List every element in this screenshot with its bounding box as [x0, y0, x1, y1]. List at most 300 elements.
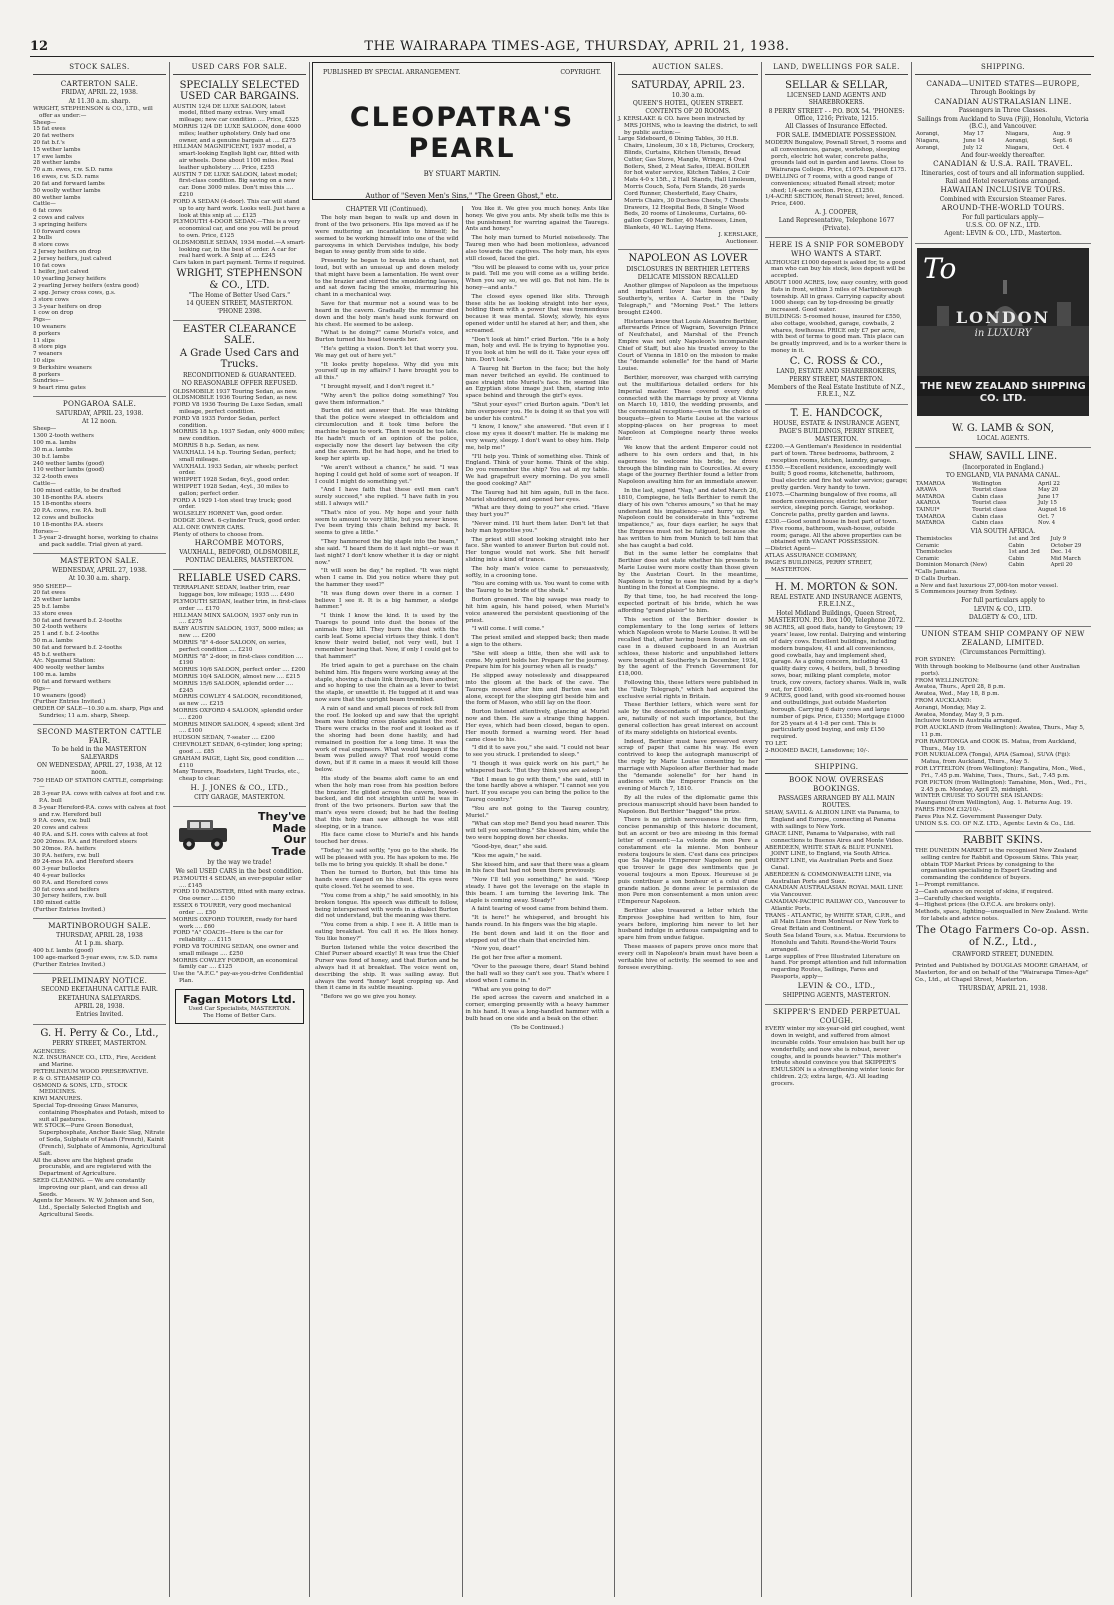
list-item: 45 b.f. wethers — [33, 651, 76, 658]
table-cell: Cabin — [1008, 542, 1025, 549]
list-item: 10 weaners (good) — [33, 692, 86, 699]
specially-selected-advert — [173, 77, 306, 321]
advert-title: CANADA—UNITED STATES—EUROPE, — [926, 78, 1080, 88]
column-header: STOCK SALES. — [33, 62, 166, 75]
sale-sub: To be held in the MASTERTON SALEYARDS — [52, 746, 147, 761]
list-item: MORRIS MINOR SALOON, 4 speed; silent 3rd .... £100 — [173, 721, 305, 735]
table-cell: Tourist class — [972, 500, 1007, 507]
list-item: 100 age-marked 5-year ewes, r.w. S.D. rams — [33, 955, 158, 962]
dealer-address: 14 QUEEN STREET, MASTERTON. 'PHONE 2398. — [186, 300, 293, 315]
list-item: 3 3-year heifers on drop — [33, 303, 102, 310]
auction-lines — [618, 116, 758, 232]
table-cell: ARAWA — [916, 487, 937, 494]
dealer-sub: Used Car Specialists, MASTERTON. — [188, 1006, 291, 1013]
story-paragraphs — [315, 215, 459, 1001]
table-cell: MATAROA — [916, 520, 945, 527]
list-item: 750 HEAD OF STATION CATTLE, comprising:— — [33, 777, 164, 791]
table-cell: Oct. 7 — [1037, 513, 1055, 520]
table-cell: June 17 — [1037, 493, 1059, 500]
advert-tagline: in LUXURY — [974, 327, 1032, 339]
list-item: 9 Berkshire weaners — [33, 364, 92, 371]
agent-sub: LAND, ESTATE AND SHAREBROKERS, PERRY STREET, MASTERTON. — [776, 368, 897, 383]
paragraph: Burton groaned. The big savage was ready to hit him again, his hand poised, when Muriel's voice answered the persistent questioning of the priest. — [465, 597, 609, 624]
list-item: 10 18-months P.A. steers — [33, 521, 103, 528]
list-item: 11 slips — [33, 337, 55, 344]
advert-lines — [765, 1026, 908, 1087]
perry-advert — [33, 1025, 166, 1223]
handcock-advert — [765, 405, 908, 579]
list-item: 10 slips — [33, 358, 55, 364]
paragraph: "Don't look at him!" cried Burton. "He is a holy man, holy and evil. He is trying to hypnotise you. If you look at him he will do it. Take your eyes off him. Don't look." — [465, 336, 609, 364]
car-icon — [173, 814, 233, 854]
napoleon-article — [618, 250, 758, 977]
list-item: 30 fat cows and heifers — [33, 886, 100, 893]
list-item: AUSTIN 12/4 DE LUXE SALOON, latest model, fitted many extras. Very small mileage; new car condition .... Price, £325 — [173, 103, 300, 124]
sale-date: FRIDAY, APRIL 22, 1938. — [61, 89, 138, 97]
paragraph: These masses of papers prove once more that every cell in Napoleon's brain must have been a veritable hive of activity. He seemed to see and foresee everything. — [618, 944, 758, 971]
sailing-table — [915, 131, 1091, 151]
paragraph: Historians know that Louis Alexandre Berthier, afterwards Prince of Wagram, Sovereign Prince of Neufchatel, and Marshal of the French Empire was not only Napoleon's incomparable Chief of Staff, but also his trusted envoy to the Court of Vienna in 1810 on the mission to make the "demande solenelle" for the hand of Marie Louise. — [618, 318, 758, 373]
list-item: 1 heifer, just calved — [33, 269, 89, 276]
list-item: Cars taken in part payment. Terms if required. — [173, 260, 306, 267]
table-cell: Cabin — [1008, 562, 1025, 569]
table-cell: July 12 — [963, 144, 983, 151]
list-item: MORRIS 10/4 SALOON, almost new .... £215 — [173, 673, 301, 680]
list-item: AGENCIES: — [33, 1048, 67, 1055]
paragraph: "I brought myself, and I don't regret it." — [321, 384, 435, 390]
list-item: Many Tourers, Roadsters, Light Trucks, etc., cheap to clear. — [173, 769, 300, 783]
list-item: 2 Jersey heifers, just calved — [33, 255, 112, 262]
list-item: Pigs— — [33, 685, 51, 692]
list-item: 15 18-months steers — [33, 501, 91, 508]
list-item: PAGE'S BUILDINGS, PERRY STREET, MASTERTON. — [765, 559, 873, 573]
list-item: OLDSMOBILE 1936 Touring Sedan, as new. — [173, 395, 298, 402]
advert-note: RECONDITIONED & GUARANTEED. — [182, 371, 297, 379]
list-item: Horses— — [33, 528, 59, 535]
table-row — [915, 494, 1091, 501]
list-item: 1/4-ACRE SECTION, Renall Street; level, fenced. Price, £400. — [765, 194, 904, 208]
list-item: 20 cows and calves — [33, 825, 88, 832]
paragraph: The holy man began to walk up and down in front of the two prisoners. His lips moved as if he were muttering an incantation to himself; he seemed to be working himself into one of the wild paroxysms in which Dervishes indulge, his body began to sway gently from side to side. — [315, 215, 459, 256]
paragraph: "He's getting a vision. Don't let that worry you. We may get out of here yet." — [315, 345, 459, 359]
newspaper-title: THE WAIRARAPA TIMES-AGE, THURSDAY, APRIL 21, 1938. — [364, 38, 790, 54]
paragraph: A rain of sand and small pieces of rock fell from the roof. He looked up and saw that the upright beam was holding cross planks against the roof. There were cracks in the roof and it looked as if the shoring had been done hastily, and had remained in position for a long time. It was the work of real engineers. What would happen if the beam was pulled away? That roof would come down, but if it came in a mass it would kill those below. — [315, 705, 459, 774]
fagan-logo — [175, 989, 304, 1024]
paragraph: Following this, these letters were published in the "Daily Telegraph," which had acquired the exclusive serial rights in Britain. — [618, 680, 758, 700]
list-item: 240 wether lambs (good) — [33, 460, 105, 467]
list-item: FORD A 1929 1-ton steel tray truck; good order. — [173, 497, 292, 511]
table-row — [915, 138, 1091, 145]
shipping-company: THE NEW ZEALAND SHIPPING CO. LTD. — [920, 381, 1086, 405]
list-item: 2 Jersey heifers on drop — [33, 249, 102, 255]
list-item: WHIPPET 1928 Sedan, 4cyl., 30 miles to gallon; perfect order. — [173, 483, 289, 497]
list-item: 60 P.A. and Hereford cows — [33, 879, 108, 886]
list-item: 20 P.A. cows, r.w. P.A. bull — [33, 508, 106, 515]
list-item: £2200.—A Gentleman's Residence in residential part of town. Three bedrooms, bathroom, 2 reception rooms, kitchen, laundry, garage. — [765, 444, 902, 464]
list-item: 8 store pigs — [33, 344, 67, 351]
table-cell: AKAROA — [916, 500, 940, 507]
list-item: 20 fat wethers — [33, 133, 75, 140]
list-item: WRIGHT, STEPHENSON & CO., LTD., will offer as under:— — [33, 105, 153, 119]
dealer-name: H. J. JONES & CO., LTD., — [190, 782, 289, 792]
dealer-slogan: "The Home of Better Used Cars." — [188, 292, 291, 300]
column-land-dwellings — [762, 62, 912, 1597]
table-cell: 1st and 3rd — [1008, 536, 1040, 543]
apply-line: For full particulars apply to — [961, 597, 1045, 605]
list-item: 6 fat cows — [33, 208, 62, 215]
made-line: Trade — [271, 844, 306, 858]
column-header: LAND, DWELLINGS FOR SALE. — [765, 62, 908, 75]
table-cell: Niagara, — [916, 137, 940, 144]
table-row — [915, 549, 1091, 556]
notice-line: EKETAHUNA SALEYARDS. — [58, 994, 141, 1002]
article-subhead: DISCLOSURES IN BERTHIER LETTERS — [626, 265, 750, 273]
list-item: 2 yearling Jersey heifers (extra good) — [33, 283, 139, 290]
list-item: ALTHOUGH £1000 deposit is asked for, to a good man who can buy his stock, less deposit will be accepted. — [765, 259, 906, 280]
table-cell: Tourist class — [972, 487, 1007, 494]
car-list — [173, 876, 306, 985]
sale-time: At 1 p.m. sharp. — [75, 939, 124, 947]
table-row — [915, 131, 1091, 138]
paragraph: Save for that murmur not a sound was to be heard in the cavern. Gradually the murmur died down and the holy man's head sunk forward on his chest. He seemed to be asleep. — [315, 301, 459, 328]
list-item: CHEVROLET SEDAN, 6-cylinder, long spring; good .... £85 — [173, 742, 303, 755]
list-item: £1075.—Charming bungalow of five rooms, all modern conveniences; electric hot water service, sleeping porch. Garage, workshop. Concrete paths, pretty garden and lawns. — [765, 491, 897, 519]
paragraph: "I think I know the kind. It is used by the Tuaregs to pound into dust the bones of the animals they kill. They burn the dust with the carib leaf. Some special virtues they think. I don't know their weird belief, not very well, but I remember hearing that. Now, if only I could get to that hammer!" — [315, 613, 459, 661]
dealer-sub: CITY GARAGE, MASTERTON. — [194, 793, 285, 801]
list-item: 28 wether lambs — [33, 160, 81, 167]
list-item: WE STOCK—Pure Green Bonedust, Superphosphate, Anchor Basic Slag, Nitrate of Soda, Sulphate of Potash (French), Kainit (French), Sulphate of Ammonia, Agricultural Salt. — [33, 1123, 166, 1157]
apply-line: DALGETY & CO., LTD. — [968, 613, 1038, 621]
list-item: South Sea Island Tours, s.s. Matua. Excursions to Honolulu and Tahiti. Round-the-World Tours arranged. — [765, 933, 906, 953]
list-item: FOR AUCKLAND (from Wellington): Awatea, Thurs., May 5, 11 p.m. — [915, 725, 1085, 739]
paragraph: Presently he began to break into a chant, not loud, but with an unusual up and down melody that might have been a lamentation. He went over to the brazier and stirred the smouldering leaves, and sat down facing the smoke, murmuring his chant in a mechanical way. — [315, 258, 459, 299]
list-item: FOR RAROTONGA and COOK IS. Matua, from Auckland, Thurs., May 19. — [915, 738, 1077, 752]
list-item: Pigs— — [33, 317, 51, 324]
paragraph: He tried again to get a purchase on the chain behind him. His fingers were working away at the staple, shoving a chain link through, then another, and so hoping to use the chain as a lever to twist the staple, or unsettle it. He tugged at it and was now sure that the upright beam trembled. — [315, 662, 459, 703]
paragraph: "And I have faith that these evil men can't surely succeed," she replied. "I have faith in you still. I always will." — [315, 487, 459, 507]
paragraph: "You come from a ship," he said smoothly, in his broken tongue. His speech was difficult to follow, being interspersed with words in a dialect Burton did not understand, but the meaning was there. — [315, 892, 459, 920]
column-header: SHIPPING. — [915, 62, 1091, 75]
list-item: SEED CLEANING. — We are constantly improving our plant, and can dress all Seeds. — [33, 1177, 148, 1198]
advert-lines — [915, 848, 1091, 923]
lamb-advert — [915, 420, 1091, 449]
list-item: 60 fat and forward wethers — [33, 678, 111, 685]
table-row — [915, 481, 1091, 488]
for-sale-heading: FOR SALE. IMMEDIATE POSSESSION. — [776, 131, 897, 139]
story-column-right — [463, 206, 613, 1597]
list-item: Cattle— — [33, 480, 56, 487]
list-item: 2 bulls — [33, 235, 52, 242]
masterton-sale — [33, 554, 166, 725]
list-item: 20 fat and forward lambs — [33, 180, 105, 187]
list-item: 100 mixed cattle, to be drafted — [33, 487, 121, 494]
list-item: 2 spg. Jersey cross cows, g.s. — [33, 289, 116, 296]
serial-story-body — [312, 206, 612, 1597]
list-item: Awatea, Thurs., April 28, 8 p.m. — [915, 684, 1006, 691]
story-column-left — [312, 206, 463, 1597]
skipper-advert — [765, 1005, 908, 1092]
paragraph: "It was flung down over there in a corner. I believe I see it. It is a big hammer, a sledge hammer." — [315, 590, 459, 611]
sale-lots — [33, 584, 166, 720]
table-cell: Cabin class — [972, 520, 1004, 527]
table-cell: July 9 — [1050, 536, 1067, 543]
paragraph: He slipped away noiselessly and disappeared into the gloom at the back of the cave. The Tauregs moved after him and Burton was left alone, except for the sleeping girl beside him and the form of Mason, who still lay on the floor. — [465, 673, 609, 707]
section-header: SHIPPING. — [765, 762, 908, 775]
column-used-cars — [170, 62, 310, 1597]
paragraph: "She will sleep a little, then she will ask to come. My spirit holds her. Prepare for the journey. Prepare him for his journey when all is ready." — [465, 650, 609, 671]
agent-name: W. G. LAMB & SON, — [952, 422, 1054, 434]
list-item: FORD A SEDAN (4-door). This car will stand up to any hard work. Looks well. Just have a look at this snip at .... £125 — [173, 198, 305, 219]
paragraph: The priest smiled and stepped back; then made a sign to the others. — [465, 635, 609, 648]
list-item: 15 fat ewes — [33, 126, 66, 133]
list-item: AUSTIN 7 DE LUXE SALOON, latest model; first-class condition. Big saving on a new car. Done 3000 miles. Don't miss this .... £210 — [173, 171, 298, 199]
paragraph: "I'll help you. Think of something else. Think of England. Think of your home. Think of the ship. Do you remember the ship? You sat at my table. We had grapefruit every morning. Do you smell the good cooking? Ah!" — [465, 453, 609, 487]
paragraph: By all the rules of the diplomatic game this precious manuscript should have been handed to Napoleon. But Berthier "bagged" the prize. — [618, 795, 758, 815]
list-item: 98 ACRES, all good flats, handy to Greytown; 19 years' lease, low rental. Dairying and wintering of dairy cows. Excellent buildings, including modern bungalow, 41 and all conveniences, good cowbails, hay and implement shed, garage. As a going concern, including 43 quality dairy cows, 4 heifers, bull, 5 breeding sows, boar, milking plant complete, motor truck, cow covers, factory shares. Walk in, walk out, for £1000. — [765, 625, 907, 693]
shaw-savill-advert — [915, 448, 1091, 627]
list-item: 1 cow on drop — [33, 310, 74, 317]
list-item: 60 3-year bullocks — [33, 866, 86, 873]
table-row — [915, 543, 1091, 550]
page-number: 12 — [30, 38, 49, 54]
line-sub: (Incorporated in England.) — [962, 463, 1044, 471]
agent-sub: REAL ESTATE AND INSURANCE AGENTS, F.R.E.I.N.Z., — [770, 594, 903, 609]
paragraph: "Now you, dear!" — [471, 946, 521, 953]
story-author-note: Author of "Seven Men's Sins," "The Green Ghost," etc. — [365, 192, 559, 200]
list-item: VAUXHALL 1933 Sedan, air wheels; perfect order. — [173, 463, 298, 477]
paragraph: "Kiss me again," he said. — [471, 852, 542, 859]
list-item: 2 cows and calves — [33, 214, 85, 221]
list-item: 100 m.a. lambs — [33, 672, 77, 679]
list-item: HILLMAN MINX SALOON, 1937 only run in .... £275 — [173, 612, 299, 626]
chapter-heading: CHAPTER VII (Continued). — [345, 206, 428, 213]
list-item: Awatea, Monday, May 9, 5 p.m. — [915, 711, 1004, 718]
made-our-trade-advert — [173, 807, 306, 1032]
sale-lots — [33, 778, 166, 914]
table-cell: Aorangi, — [1005, 137, 1029, 144]
list-item: HUDSON SEDAN, 7-seater .... £200 — [173, 735, 275, 742]
paragraph: "It is here!" he whispered, and brought his hands round. In his fingers was the big staple. — [465, 915, 609, 928]
list-item: ATLAS ASSURANCE COMPANY, — [765, 553, 857, 560]
list-item: Large Sideboard, 6 Dining Tables, 30 H.B. Chairs, Linoleum, 30 x 18, Pictures, Crockery, Blinds, Curtains, Kitchen Utensils, Bread Cutter, Gas Stove, Mangle, Wringer, 4 Oval Boilers, Shed, 2 Meat Safes, IDEAL BOILER for hot water service, Kitchen Tables, 2 Coir Mats 4-0 x 15ft., 2 Hall Stands, Hall Linoleum, Morris Couch, Sofa, Fern Stands, 26 yards Cord Runner, Chesterfield, Easy Chairs, Morris Chairs, 30 Duchess Chests, 7 Chests Drawers, 12 Hospital Beds, 8 Single Wood Beds, 20 rooms of Linoleums, Curtains, 60-gallon Copper Boiler, 40 Mattresses, Linen, Blankets, 40 W.L. Laying Hens. — [618, 136, 757, 231]
list-item: 25 1 and f. b.f. 2-tooths — [33, 631, 99, 638]
list-item: ABERDEEN, WHITE STAR & BLUE FUNNEL JOINT LINE, to England, via South Africa. — [765, 844, 893, 858]
table-row — [915, 145, 1091, 152]
list-item: 2—Cash advance on receipt of skins, if required. — [915, 888, 1054, 895]
list-item: Awatea, Wed., May 18, 8 p.m. — [915, 691, 1000, 698]
table-cell: Niagara, — [1005, 131, 1030, 138]
list-item: Special Top-dressing Grass Manures, containing Phosphates and Potash, mixed to suit all pastures. — [33, 1103, 165, 1123]
list-item: 400 b.f. lambs (good) — [33, 948, 94, 955]
list-item: (Further Entries Invited.) — [33, 699, 106, 706]
list-item: MORRIS COWLEY 4 SALOON, reconditioned, as new .... £215 — [173, 694, 303, 708]
list-item: 50 woolly wether lambs — [33, 187, 101, 194]
advert-note: NO REASONABLE OFFER REFUSED. — [181, 380, 298, 388]
table-cell: Nov. 4 — [1037, 520, 1056, 527]
footnote: *Calls Jamaica. — [915, 569, 958, 576]
table-row — [915, 507, 1091, 514]
preliminary-notice — [33, 974, 166, 1025]
table-cell: Cabin class — [972, 493, 1004, 500]
list-item: OSMOND & SONS, LTD., STOCK MEDICINES. — [33, 1082, 128, 1096]
list-item: MODERN Bungalow, Pownall Street, 5 rooms and all conveniences, garage, workshop, sleeping porch, electric hot water, concrete paths, grounds laid out in garden and lawns. Close to Wairarapa College. Price, £1075. Deposit £175. — [765, 139, 907, 174]
list-item: 50 m.a. lambs — [33, 638, 73, 644]
list-item: SHAW, SAVILL & ALBION LINE via Panama, to England and Europe, connecting at Panama with sailings to New York. — [765, 810, 900, 831]
paragraph: Burton listened attentively, glancing at Muriel now and then. He saw a strange thing happen. Her eyes, which had been closed, began to open. Her mouth formed a warning word. Her head came close to his. — [465, 709, 609, 743]
advert-lines — [33, 1049, 166, 1219]
list-item: WHIPPET 1928 Sedan, 6cyl., good order. — [173, 477, 290, 484]
list-item: THE DUNEDIN MARKET is the recognised New Zealand selling centre for Rabbit and Opossum Skins. This year, obtain TOP Market Prices by consigning to the organisation specialising in Expert Grading and commanding the confidence of buyers. — [915, 847, 1079, 882]
table-cell: April 20 — [1050, 562, 1073, 569]
list-item: 10 weaners — [33, 323, 66, 330]
table-cell: 1st and 3rd — [1008, 549, 1040, 556]
table-cell: August 16 — [1037, 506, 1066, 513]
sailing-table — [915, 536, 1091, 569]
table-cell: Ceramic — [916, 555, 939, 562]
paragraph: Berthier, moreover, was charged with carrying out the multifarious detailed orders for his Imperial master. These covered every duty connected with the marriage by proxy at Vienna on March 10, 1810, the wedding presents, and the ceremonial receptions—even to the choice of bouquets—given to Marie Louise at the various stopping-places on her progress to meet Napoleon at Compiegne nearly three weeks later. — [618, 375, 758, 443]
paragraph: "They hammered the big staple into the beam," she said. "I heard them do it last night—or was it last night? I don't know whether it is day or night now." — [315, 539, 459, 566]
paragraph: "That's nice of you. My hope and your faith seem to amount to very little, but you never know. I've been trying this chain behind my back. It seems to give a little." — [315, 509, 459, 537]
table-cell: Cabin class — [972, 513, 1004, 520]
paragraph: "It looks pretty hopeless. Why did you mix yourself up in my affairs? I have brought you to all this." — [315, 361, 459, 382]
list-item: 8 porkers — [33, 371, 61, 378]
route-list — [765, 810, 908, 980]
list-item: 12 cows and bullocks — [33, 515, 94, 522]
paragraph: Then he turned to Burton, but this time his hands were clasped on his chest. His eyes were quite closed. Yet he seemed to see. — [315, 870, 459, 891]
list-item: FOR SYDNEY: — [915, 657, 956, 664]
list-item: 30 P.A. heifers, r.w. bull — [33, 852, 100, 859]
dealer-name: WRIGHT, STEPHENSON & CO., LTD. — [176, 268, 303, 291]
list-item: TRANS - ATLANTIC, by WHITE STAR, C.P.R., and all Main Lines from Montreal or New York to Great Britain and Continent. — [765, 912, 906, 933]
list-item: 30 b.f. lambs — [33, 453, 70, 460]
list-item: 50 2-tooth wethers — [33, 624, 87, 631]
paragraph: "It will soon be day," he replied. "It was night when I came in. Did you notice where they put the hammer they used?" — [315, 568, 459, 588]
paragraph: Berthier also treasured a letter which the Empress Josephine had written to him, four years before, imploring him never to let her husband indulge in arduous campaigning and to spare him from undue fatigue. — [618, 908, 758, 942]
masthead — [30, 36, 1094, 57]
paragraph: His study of the beams aloft came to an end when the holy man rose from his position before the brazier. He glided across the cavern, bowed-backed, and did not straighten until he was in front of the two prisoners. Burton saw that the man's eyes were closed; but he had the feeling that this holy man saw although he was still sleeping, or in a trance. — [315, 775, 459, 830]
list-item: 15 wether lambs — [33, 146, 81, 153]
reliable-used-cars-advert — [173, 570, 306, 807]
list-item: 110 wether lambs (good) — [33, 467, 105, 474]
paragraph: "Shut your eyes!" cried Burton again. "Don't let him overpower you. He is doing it so that you will be under his control." — [465, 401, 609, 422]
list-item: 100 m.a. lambs — [33, 440, 77, 447]
list-item: 50 20mos. P.A. heifers — [33, 845, 96, 852]
martinborough-sale — [33, 919, 166, 974]
table-cell: MATAROA — [916, 493, 945, 500]
agent-name: SELLAR & SELLAR, — [785, 79, 888, 91]
list-item: DWELLING of 7 rooms, with a good range of conveniences; situated Renall street; motor shed; 1/4-acre section. Price, £1250. — [765, 173, 895, 194]
dealer-sub: The Home of Better Cars. — [203, 1013, 276, 1020]
advert-sub: by the way we trade! — [207, 859, 272, 867]
list-item: 80 wether lambs — [33, 194, 81, 201]
company-name: G. H. Perry & Co., Ltd., — [40, 1027, 159, 1039]
sale-lots — [33, 948, 166, 968]
london-luxury-advert — [917, 248, 1089, 416]
agent-address: Hotel Midland Buildings, Queen Street, MASTERTON. P.O. Box 100, Telephone 2072. — [767, 609, 906, 624]
company-address: CRAWFORD STREET, DUNEDIN. — [952, 951, 1054, 959]
paragraph: He bent down and laid it on the floor and stepped out of the chain that encircled him. — [465, 930, 609, 944]
pongaroa-sale — [33, 397, 166, 554]
auction-venue: QUEEN'S HOTEL, QUEEN STREET. CONTENTS OF 20 ROOMS. — [632, 100, 744, 115]
paragraph: "Why aren't the police doing something? You gave them information." — [315, 392, 459, 406]
paragraph: "Good-bye, dear," she said. — [471, 843, 548, 850]
paragraph: Indeed, Berthier must have preserved every scrap of paper that came his way. He even contrived to keep the autograph manuscript of the reply by Marie Louise consenting to her marriage with Napoleon after Berthier had made the "demande solenelle" for her hand in audience with the Emperor Francis on the evening of March 7, 1810. — [618, 738, 758, 793]
list-item: (Further Entries Invited.) — [33, 907, 106, 913]
list-item: FORD 10 ROADSTER, fitted with many extras. One owner .... £150 — [173, 889, 306, 903]
list-item: WOLSELEY HORNET Van, good order. — [173, 511, 283, 518]
car-list — [173, 585, 306, 783]
sale-date: ON WEDNESDAY, APRIL 27, 1938, At 12 noon. — [37, 761, 162, 777]
apply-line: U.S.S. CO. OF N.Z., LTD. — [965, 222, 1041, 230]
rail-title: CANADIAN & U.S.A. RAIL TRAVEL. — [933, 159, 1073, 169]
hawaii-sub: Combined with Excursion Steamer Fares. — [939, 195, 1067, 203]
list-item: 4—Highest prices (the O.F.C.A. are brokers only). — [915, 902, 1056, 909]
list-item: 2-ROOMED BACH, Lansdowne; 10/-. — [765, 747, 870, 754]
company-name: The Otago Farmers Co-op. Assn. of N.Z., Ltd., — [916, 924, 1090, 949]
list-item: MORRIS 15/6 SALOON, splendid order .... £245 — [173, 680, 294, 694]
advert-title: SKIPPER'S ENDED PERPETUAL COUGH. — [773, 1006, 900, 1025]
second-cattle-fair — [33, 725, 166, 919]
list-item: PETERLINEUM WOOD PRESERVATIVE. — [33, 1068, 149, 1075]
list-item: 25 b.f. lambs — [33, 603, 70, 610]
list-item: 50 fat and forward b.f. 2-tooths — [33, 644, 122, 651]
list-item: 8 store cows — [33, 242, 69, 249]
footnote: D Calls Durban. — [915, 575, 961, 582]
table-row — [915, 520, 1091, 527]
list-item: BUILDINGS: 5-roomed house, insured for £550, also cottage, woolshed, garage, cowbails, 2 whares, fowlhouse. PRICE only £7 per acre, with best of terms to good man. This place can be greatly improved, and is to a worker there is money in it. — [765, 314, 907, 355]
table-cell: TAMAROA — [916, 513, 945, 520]
advert-title: BOOK NOW. OVERSEAS BOOKINGS. — [788, 775, 885, 794]
auctioneer-name: J. KERSLAKE, — [718, 231, 758, 238]
list-item: 3 store cows — [33, 296, 69, 303]
table-row — [915, 536, 1091, 543]
notice-line: Entries Invited. — [75, 1011, 124, 1019]
made-line: Made — [272, 821, 306, 835]
list-item: WINTER CRUISE TO SOUTH SEA ISLANDS: — [915, 793, 1044, 800]
list-item: MORRIS 8 h.p. Sedan, as new. — [173, 443, 260, 450]
paragraph: A faint tearing of wood came from behind them. — [471, 906, 609, 913]
list-item: 25 wether lambs — [33, 597, 81, 604]
made-line: Our — [283, 833, 306, 847]
list-item: With through booking to Melbourne (and other Australian ports). — [915, 663, 1080, 677]
paragraph: We know that the ardent Emperor could not adhere to his own orders and that, in his eagerness to welcome his bride, he drove through the blinding rain to Courcelles. At every stage of the journey Berthier found a letter from Napoleon awaiting him for an immediate answer. — [618, 445, 758, 486]
list-item: ORIENT LINE, via Australian Ports and Suez Canal. — [765, 858, 893, 871]
paragraph: "I did it to save you," she said. "I could not bear to see you struck. I pretended to sleep." — [465, 745, 609, 759]
list-item: FOR PICTON (from Wellington): Tamahine, Mon., Wed., Fri., 2.45 p.m. Monday, April 25, midnight. — [915, 779, 1087, 793]
sale-title: PONGAROA SALE. — [62, 399, 137, 409]
paragraph: There is no girlish nervousness in the firm, concise penmanship of this historic document, but an accent or two are missing in this formal letter of consent:—La volonte de mon Pere a constamment ete la mienne. Mon bonheur restera toujours le sien. C'est dans ces principes que Sa Majeste l'Empereur Napoleon ne peut que trouver le gage des sentiments que je voueral toujours a mon Epoux. Heureuse si je puis contribuer a son bonheur et a celui d'une grande nation. Je donne avec le permission de mon Pere mon consentement a mon union avec l'Empereur Napoleon. — [618, 817, 758, 906]
agent-sub: Members of the Real Estate Institute of N.Z., F.R.E.I., N.Z. — [767, 384, 906, 399]
list-item: 10 forward cows — [33, 228, 81, 235]
paragraph: Burton did not answer that. He was thinking that the police were steeped in officialdom and circumlocution and it took time before the machine began to work. Then it would be too late. He hadn't much of an opinion of the police, especially now the desert lay between the city and the cavern. But he had hope, and he tried to keep her spirits up. — [315, 408, 459, 463]
dealer-sub: VAUXHALL, BEDFORD, OLDSMOBILE, PONTIAC DEALERS, MASTERTON. — [179, 549, 300, 564]
line-name: SHAW, SAVILL LINE. — [948, 451, 1058, 463]
company-address: PERRY STREET, MASTERTON. — [52, 1040, 147, 1048]
paragraph: "I know, I know," she answered. "But even if I close my eyes it doesn't matter. He is making me very weary, sleepy. I don't want to obey him. Help me, help me!" — [465, 424, 609, 451]
table-cell: Themistocles — [916, 549, 952, 556]
paragraph: These Berthier letters, which were sent for sale by the descendants of the plenipotentiary, are, naturally of not such importance, but the general collection has great interest on account of its many sidelights on historical events. — [618, 702, 758, 736]
agent-address: 8 PERRY STREET - - P.O. BOX 54. 'PHONES: Office, 1216; Private, 1215. — [768, 107, 905, 122]
advert-title: EASTER CLEARANCE SALE. — [182, 323, 297, 347]
list-item: FARES FROM £32/10/-. — [915, 806, 982, 813]
list-item: GRAHAM PAIGE, Light Six, good condition .... £110 — [173, 755, 304, 769]
paragraph: "What are you going to do?" — [471, 986, 552, 993]
list-item: FORD V8 TOURING SEDAN, one owner and small mileage .... £250 — [173, 943, 299, 957]
list-item: MORRIS OXFORD 4 SALOON, splendid order .... £200 — [173, 708, 303, 721]
copyright-note: COPYRIGHT. — [560, 69, 601, 76]
agent-name: C. C. ROSS & CO., — [789, 355, 884, 367]
sale-time: At 12 noon. — [82, 418, 117, 426]
